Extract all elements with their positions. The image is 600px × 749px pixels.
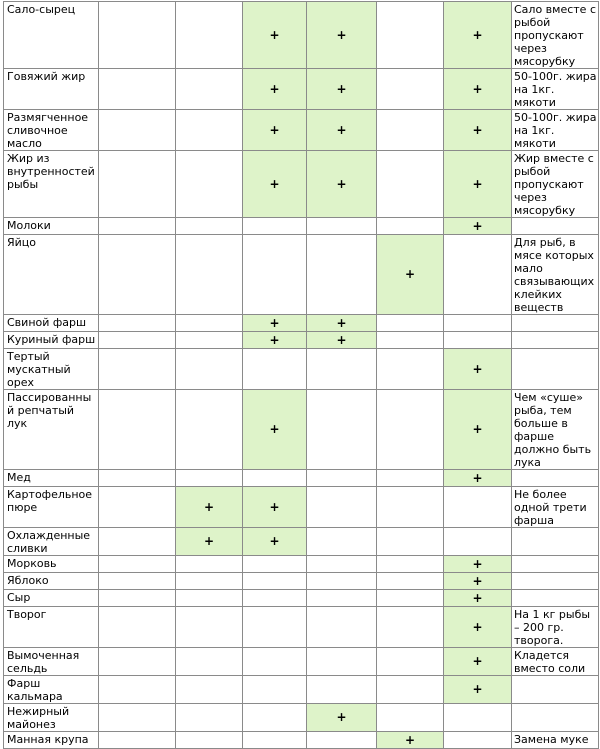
mark-cell xyxy=(307,573,377,590)
ingredient-name: Размягченное сливочное масло xyxy=(4,110,99,151)
mark-cell xyxy=(377,2,444,69)
table-row xyxy=(4,590,599,607)
ingredient-name: Морковь xyxy=(4,556,99,573)
note-cell: Для рыб, в мясе которых мало связывающих клейких веществ xyxy=(512,235,599,315)
mark-cell: + xyxy=(307,2,377,69)
table-row xyxy=(4,648,599,676)
note-cell: 50-100г. жира на 1кг. мякоти xyxy=(512,69,599,110)
table-row xyxy=(4,470,599,487)
note-cell xyxy=(512,528,599,556)
mark-cell xyxy=(307,487,377,528)
mark-cell xyxy=(176,151,243,218)
mark-cell xyxy=(307,732,377,749)
table-row xyxy=(4,315,599,332)
ingredient-name: Картофельное пюре xyxy=(4,487,99,528)
mark-cell: + xyxy=(444,2,512,69)
table-row xyxy=(4,556,599,573)
mark-cell xyxy=(444,487,512,528)
mark-cell xyxy=(99,349,176,390)
mark-cell: + xyxy=(243,2,307,69)
mark-cell xyxy=(307,676,377,704)
mark-cell xyxy=(243,676,307,704)
mark-cell xyxy=(377,556,444,573)
table-row xyxy=(4,704,599,732)
mark-cell: + xyxy=(243,151,307,218)
ingredient-name: Жир из внутренностей рыбы xyxy=(4,151,99,218)
mark-cell xyxy=(377,390,444,470)
mark-cell: + xyxy=(444,556,512,573)
table-row xyxy=(4,332,599,349)
mark-cell xyxy=(444,235,512,315)
mark-cell xyxy=(99,704,176,732)
note-cell: На 1 кг рыбы – 200 гр. творога. xyxy=(512,607,599,648)
ingredient-name: Свиной фарш xyxy=(4,315,99,332)
mark-cell: + xyxy=(243,390,307,470)
mark-cell: + xyxy=(307,704,377,732)
mark-cell xyxy=(444,732,512,749)
mark-cell xyxy=(243,470,307,487)
mark-cell: + xyxy=(444,349,512,390)
mark-cell xyxy=(377,332,444,349)
mark-cell xyxy=(176,676,243,704)
ingredient-name: Манная крупа xyxy=(4,732,99,749)
mark-cell xyxy=(243,648,307,676)
mark-cell xyxy=(99,590,176,607)
mark-cell: + xyxy=(176,528,243,556)
mark-cell xyxy=(377,676,444,704)
mark-cell: + xyxy=(307,332,377,349)
mark-cell xyxy=(176,390,243,470)
note-cell xyxy=(512,315,599,332)
mark-cell xyxy=(99,487,176,528)
mark-cell xyxy=(99,676,176,704)
mark-cell xyxy=(99,470,176,487)
table-row xyxy=(4,69,599,110)
ingredient-name: Мед xyxy=(4,470,99,487)
note-cell: 50-100г. жира на 1кг. мякоти xyxy=(512,110,599,151)
ingredient-name: Яйцо xyxy=(4,235,99,315)
note-cell xyxy=(512,573,599,590)
mark-cell xyxy=(99,151,176,218)
note-cell: Не более одной трети фарша xyxy=(512,487,599,528)
note-cell: Жир вместе с рыбой пропускают через мясорубку xyxy=(512,151,599,218)
mark-cell xyxy=(176,332,243,349)
mark-cell xyxy=(377,528,444,556)
mark-cell xyxy=(377,69,444,110)
ingredient-name: Охлажденные сливки xyxy=(4,528,99,556)
note-cell: Кладется вместо соли xyxy=(512,648,599,676)
ingredient-name: Творог xyxy=(4,607,99,648)
note-cell xyxy=(512,556,599,573)
mark-cell xyxy=(377,349,444,390)
table-row xyxy=(4,676,599,704)
ingredient-name: Фарш кальмара xyxy=(4,676,99,704)
mark-cell: + xyxy=(444,151,512,218)
ingredient-name: Пассированный репчатый лук xyxy=(4,390,99,470)
table-row xyxy=(4,390,599,470)
table-row xyxy=(4,2,599,69)
mark-cell xyxy=(176,2,243,69)
mark-cell xyxy=(99,573,176,590)
note-cell: Сало вместе с рыбой пропускают через мясорубку xyxy=(512,2,599,69)
mark-cell xyxy=(176,69,243,110)
mark-cell: + xyxy=(307,151,377,218)
note-cell: Чем «суше» рыба, тем больше в фарше должно быть лука xyxy=(512,390,599,470)
ingredient-name: Вымоченная сельдь xyxy=(4,648,99,676)
mark-cell xyxy=(307,590,377,607)
mark-cell: + xyxy=(243,332,307,349)
mark-cell xyxy=(99,607,176,648)
mark-cell xyxy=(99,235,176,315)
ingredient-name: Яблоко xyxy=(4,573,99,590)
table-row xyxy=(4,573,599,590)
mark-cell xyxy=(176,732,243,749)
note-cell xyxy=(512,676,599,704)
mark-cell xyxy=(99,110,176,151)
mark-cell xyxy=(243,556,307,573)
mark-cell xyxy=(176,315,243,332)
mark-cell: + xyxy=(243,69,307,110)
mark-cell xyxy=(307,349,377,390)
ingredients-table xyxy=(3,1,599,749)
mark-cell xyxy=(377,110,444,151)
mark-cell: + xyxy=(444,573,512,590)
table-body xyxy=(4,2,599,749)
mark-cell xyxy=(377,315,444,332)
mark-cell xyxy=(307,648,377,676)
mark-cell: + xyxy=(307,315,377,332)
mark-cell: + xyxy=(444,110,512,151)
mark-cell xyxy=(307,235,377,315)
mark-cell: + xyxy=(243,315,307,332)
mark-cell xyxy=(307,607,377,648)
mark-cell: + xyxy=(444,607,512,648)
ingredient-name: Нежирный майонез xyxy=(4,704,99,732)
mark-cell xyxy=(377,648,444,676)
ingredient-name: Тертый мускатный орех xyxy=(4,349,99,390)
mark-cell xyxy=(243,732,307,749)
mark-cell: + xyxy=(444,69,512,110)
mark-cell xyxy=(307,528,377,556)
mark-cell xyxy=(377,218,444,235)
mark-cell: + xyxy=(243,528,307,556)
mark-cell: + xyxy=(444,648,512,676)
mark-cell xyxy=(243,349,307,390)
mark-cell: + xyxy=(377,235,444,315)
mark-cell xyxy=(307,218,377,235)
mark-cell: + xyxy=(243,110,307,151)
ingredient-name: Говяжий жир xyxy=(4,69,99,110)
mark-cell: + xyxy=(444,470,512,487)
mark-cell xyxy=(99,218,176,235)
mark-cell xyxy=(377,573,444,590)
mark-cell xyxy=(176,704,243,732)
table-row xyxy=(4,218,599,235)
mark-cell xyxy=(444,528,512,556)
table-row xyxy=(4,528,599,556)
table-row xyxy=(4,349,599,390)
mark-cell xyxy=(176,110,243,151)
mark-cell xyxy=(176,607,243,648)
mark-cell xyxy=(99,556,176,573)
mark-cell xyxy=(99,69,176,110)
ingredient-name: Сыр xyxy=(4,590,99,607)
mark-cell xyxy=(307,390,377,470)
mark-cell: + xyxy=(444,390,512,470)
table-row xyxy=(4,487,599,528)
table-row xyxy=(4,235,599,315)
mark-cell: + xyxy=(307,69,377,110)
mark-cell: + xyxy=(444,590,512,607)
ingredient-name: Куриный фарш xyxy=(4,332,99,349)
note-cell xyxy=(512,349,599,390)
mark-cell xyxy=(243,704,307,732)
ingredient-name: Сало-сырец xyxy=(4,2,99,69)
mark-cell xyxy=(176,648,243,676)
table-row xyxy=(4,110,599,151)
mark-cell xyxy=(444,704,512,732)
mark-cell xyxy=(243,607,307,648)
mark-cell xyxy=(99,2,176,69)
mark-cell xyxy=(243,573,307,590)
mark-cell xyxy=(99,528,176,556)
ingredient-name: Молоки xyxy=(4,218,99,235)
note-cell: Замена муке xyxy=(512,732,599,749)
mark-cell xyxy=(377,590,444,607)
mark-cell xyxy=(176,349,243,390)
mark-cell: + xyxy=(377,732,444,749)
note-cell xyxy=(512,218,599,235)
mark-cell xyxy=(243,590,307,607)
mark-cell xyxy=(377,470,444,487)
mark-cell xyxy=(243,235,307,315)
mark-cell xyxy=(307,556,377,573)
mark-cell xyxy=(444,315,512,332)
table-row xyxy=(4,151,599,218)
mark-cell xyxy=(444,332,512,349)
mark-cell: + xyxy=(176,487,243,528)
mark-cell xyxy=(176,470,243,487)
mark-cell xyxy=(99,732,176,749)
table-row xyxy=(4,607,599,648)
note-cell xyxy=(512,704,599,732)
mark-cell xyxy=(99,648,176,676)
mark-cell xyxy=(99,332,176,349)
mark-cell xyxy=(176,235,243,315)
mark-cell xyxy=(377,704,444,732)
note-cell xyxy=(512,332,599,349)
mark-cell xyxy=(377,151,444,218)
mark-cell xyxy=(176,218,243,235)
mark-cell xyxy=(99,390,176,470)
mark-cell: + xyxy=(444,218,512,235)
mark-cell: + xyxy=(307,110,377,151)
mark-cell xyxy=(377,487,444,528)
mark-cell xyxy=(176,590,243,607)
note-cell xyxy=(512,590,599,607)
mark-cell: + xyxy=(444,676,512,704)
mark-cell xyxy=(377,607,444,648)
mark-cell xyxy=(99,315,176,332)
mark-cell xyxy=(243,218,307,235)
mark-cell xyxy=(176,556,243,573)
mark-cell: + xyxy=(243,487,307,528)
note-cell xyxy=(512,470,599,487)
table-row xyxy=(4,732,599,749)
mark-cell xyxy=(176,573,243,590)
mark-cell xyxy=(307,470,377,487)
